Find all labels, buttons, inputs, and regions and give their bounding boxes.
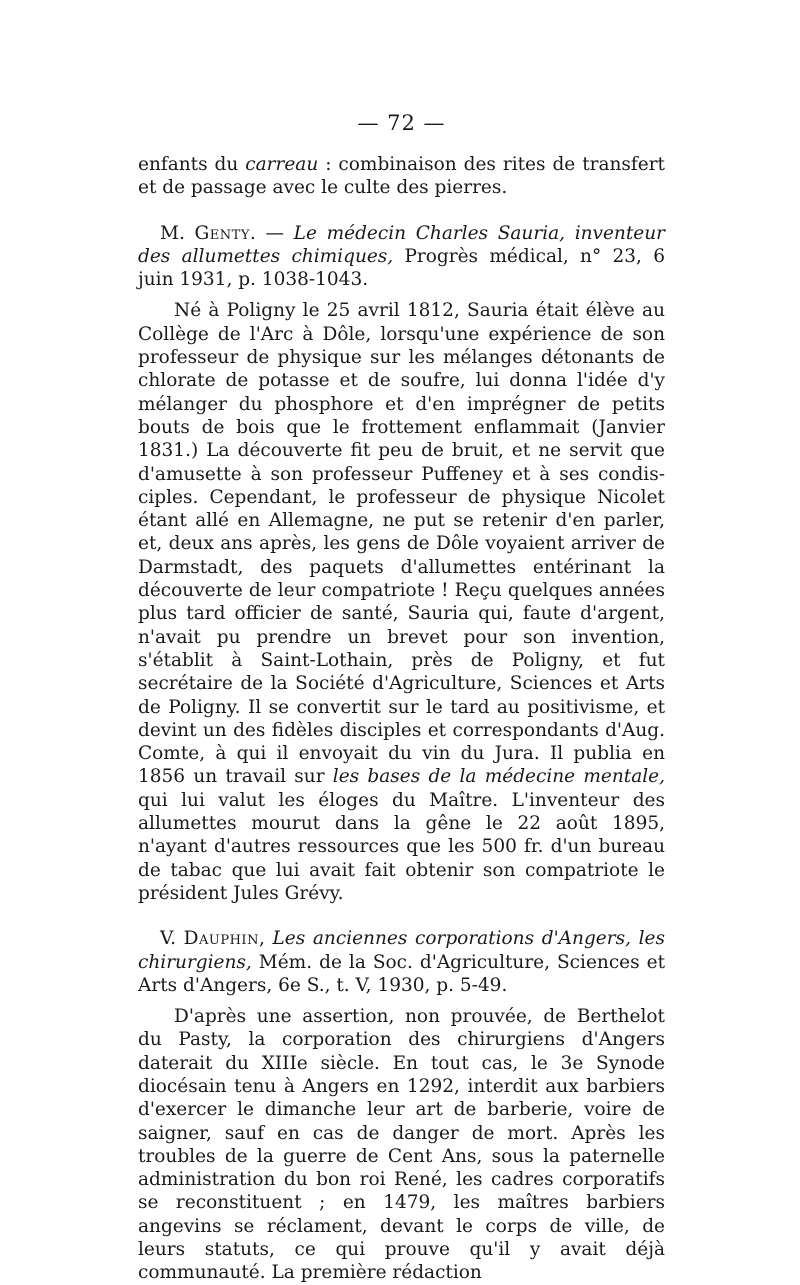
entry-reference: Progrès médical, n° 23, 6 juin 1931, p. 1038-1043. — [138, 245, 665, 291]
entry-summary-dauphin — [138, 1005, 665, 1285]
bibliography-entry-genty — [138, 222, 665, 292]
entry-separator: , — [258, 928, 273, 950]
entry-title: Le médecin Charles Sauria, inventeur des allumettes chimiques, — [138, 222, 665, 267]
entry-reference: Mém. de la Soc. d'Agriculture, Sciences et Arts d'Angers, 6e S., t. V, 1930, p. 5-49. — [138, 951, 665, 996]
page-number: — 72 — — [357, 111, 446, 135]
summary-text: D'après une assertion, non prouvée, de Berthelot du Pasty, la corporation des chirurgiens d'Angers daterait du XIIIe siècle. En tout cas, le 3e Synode diocésain tenu à Angers en 1292, interdit aux barbiers d'exercer le dimanche leur art de barberie, voire de saigner, sauf en cas de danger de mort. Après les troubles de la guerre de Cent Ans, sous la paternelle administration du bon roi René, les cadres corporatifs se reconstituent ; en 1479, les maîtres barbiers angevins se réclament, devant le corps de ville, de leurs statuts, ce qui prouve qu'il y avait déjà communauté. La première rédaction — [138, 1006, 665, 1284]
intro-italic-term: carreau — [245, 154, 319, 175]
summary-text-end: qui lui valut les éloges du Maître. L'inventeur des allumettes mourut dans la gêne le 22 août 1895, n'ayant d'autres ressources que les 500 fr. d'un bureau de tabac que lui avait fait obtenir son compatriote le président Jules Grévy. — [138, 789, 665, 904]
entry-title: Les anciennes corporations d'Angers, les chirurgiens, — [138, 928, 665, 973]
entry-summary-genty — [138, 299, 665, 905]
entry-author-prefix: M. — [160, 222, 195, 244]
entry-author-prefix: V. — [160, 928, 184, 950]
intro-text-start: enfants du — [138, 154, 246, 175]
entry-separator: . — — [249, 222, 294, 244]
summary-italic-title: les bases de la médecine mentale, — [332, 766, 665, 788]
entry-author-name: Genty — [194, 222, 250, 244]
entry-author-name: Dauphin — [183, 928, 259, 950]
bibliography-entry-dauphin — [138, 927, 665, 997]
document-page — [138, 110, 665, 1285]
summary-text: Né à Poligny le 25 avril 1812, Sauria était élève au Collège de l'Arc à Dôle, lorsqu'une expérience de son professeur de physique sur les mélanges détonants de chlorate de potasse et de soufre, lui donna l'idée d'y mélanger du phosphore et d'en imprégner de petits bouts de bois que le frottement enflammait (Janvier 1831.) La découverte fit peu de bruit, et ne servit que d'amusette à son professeur Puffeney et à ses condisciples. Cependant, le professeur de physique Nicolet étant allé en Allemagne, ne put se retenir d'en parler, et, deux ans après, les gens de Dôle voyaient arriver de Darmstadt, des paquets d'allumettes entérinant la découverte de leur compatriote ! Reçu quelques années plus tard officier de santé, Sauria qui, faute d'argent, n'avait pu prendre un brevet pour son invention, s'établit à Saint-Lothain, près de Poligny, et fut secrétaire de la Société d'Agriculture, Sciences et Arts de Poligny. Il se convertit sur le tard au positivisme, et devint un des fidèles disciples et correspondants d'Aug. Comte, à qui il envoyait du vin du Jura. Il publia en 1856 un travail sur — [138, 300, 665, 788]
intro-paragraph — [138, 153, 665, 200]
intro-text-end: : combinaison des rites de transfert et de passage avec le culte des pierres. — [138, 154, 665, 199]
